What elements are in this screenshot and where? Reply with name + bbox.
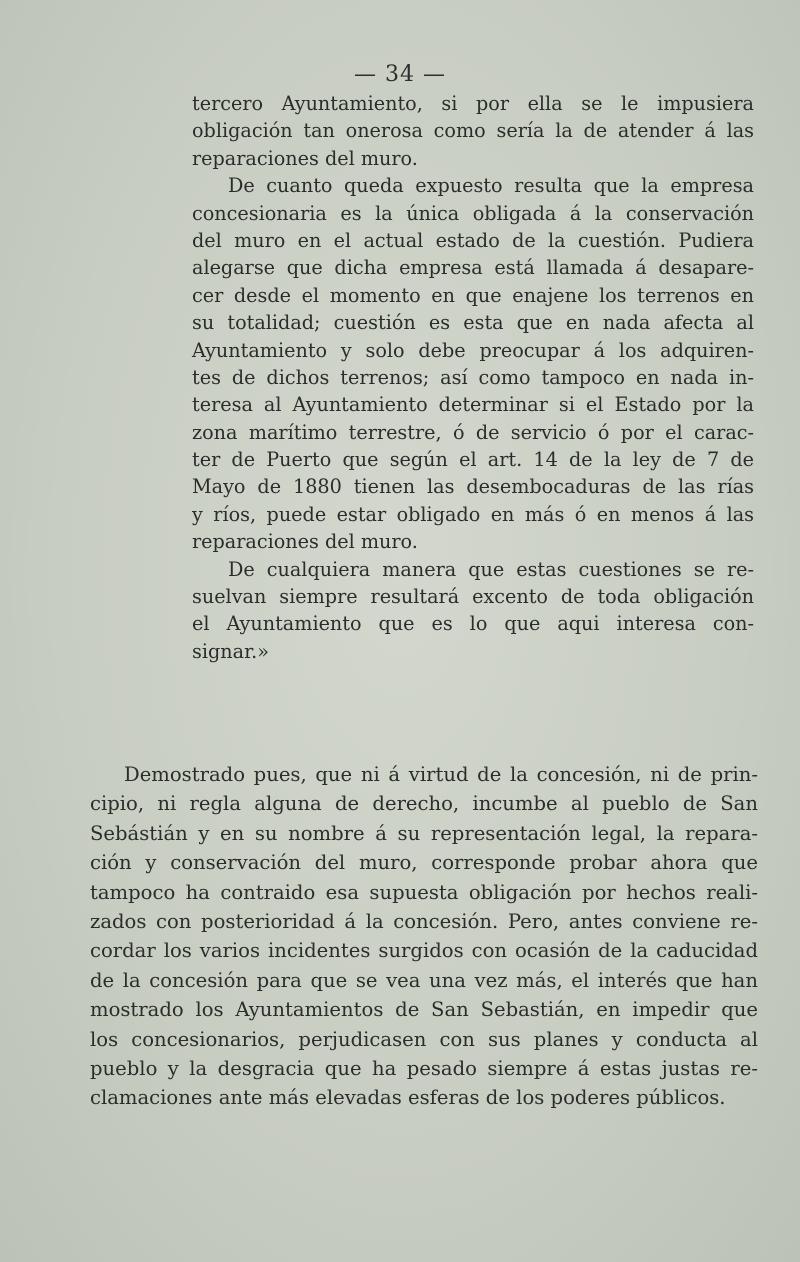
text-line: de la concesión para que se vea una vez más, el interés que han <box>90 968 758 992</box>
text-line: los concesionarios, perjudicasen con sus planes y conducta al <box>90 1027 758 1051</box>
quote-paragraph <box>192 90 754 172</box>
page-number: — 34 — <box>354 62 446 87</box>
text-line: ter de Puerto que según el art. 14 de la ley de 7 de <box>192 448 754 472</box>
text-line: Demostrado pues, que ni á virtud de la concesión, ni de prin- <box>124 763 758 786</box>
text-line: concesionaria es la única obligada á la conservación <box>192 201 754 225</box>
text-line: De cualquiera manera que estas cuestiones se re- <box>228 557 754 581</box>
text-line: pueblo y la desgracia que ha pesado siempre á estas justas re- <box>90 1056 758 1080</box>
text-line: tercero Ayuntamiento, si por ella se le impusiera <box>192 92 754 115</box>
text-line: cordar los varios incidentes surgidos con ocasión de la caducidad <box>90 939 758 963</box>
text-line: y ríos, puede estar obligado en más ó en menos á las <box>192 502 754 526</box>
text-line: su totalidad; cuestión es esta que en nada afecta al <box>192 311 754 335</box>
text-line: alegarse que dicha empresa está llamada á desapare- <box>192 256 754 280</box>
text-line: reparaciones del muro. <box>192 146 418 170</box>
text-line: Ayuntamiento y solo debe preocupar á los adquiren- <box>192 338 754 362</box>
text-line: tes de dichos terrenos; así como tampoco en nada in- <box>192 365 754 389</box>
text-line: reparaciones del muro. <box>192 530 418 554</box>
quoted-text-block <box>192 90 754 665</box>
text-line: Mayo de 1880 tienen las desembocaduras de las rías <box>192 475 754 499</box>
text-line: teresa al Ayuntamiento determinar si el Estado por la <box>192 393 754 417</box>
text-line: ción y conservación del muro, corresponde probar ahora que <box>90 851 758 875</box>
text-line: Sebástián y en su nombre á su representación legal, la repara- <box>90 821 758 845</box>
text-line: De cuanto queda expuesto resulta que la empresa <box>228 174 754 198</box>
text-line: cer desde el momento en que enajene los terrenos en <box>192 283 754 307</box>
text-line: signar.» <box>192 639 269 663</box>
quote-paragraph <box>192 172 754 555</box>
text-line: el Ayuntamiento que es lo que aqui interesa con- <box>192 612 754 636</box>
text-line: suelvan siempre resultará excento de toda obligación <box>192 585 754 609</box>
text-line: zados con posterioridad á la concesión. Pero, antes conviene re- <box>90 909 758 933</box>
text-line: tampoco ha contraido esa supuesta obligación por hechos reali- <box>90 880 758 904</box>
main-paragraph <box>90 760 758 1113</box>
quote-paragraph <box>192 556 754 666</box>
text-line: mostrado los Ayuntamientos de San Sebastián, en impedir que <box>90 998 758 1022</box>
text-line: obligación tan onerosa como sería la de atender á las <box>192 119 754 143</box>
text-line: zona marítimo terrestre, ó de servicio ó por el carac- <box>192 420 754 444</box>
text-line: cipio, ni regla alguna de derecho, incumbe al pueblo de San <box>90 792 758 816</box>
text-line: clamaciones ante más elevadas esferas de los poderes públicos. <box>90 1086 726 1110</box>
text-line: del muro en el actual estado de la cuestión. Pudiera <box>192 228 754 252</box>
